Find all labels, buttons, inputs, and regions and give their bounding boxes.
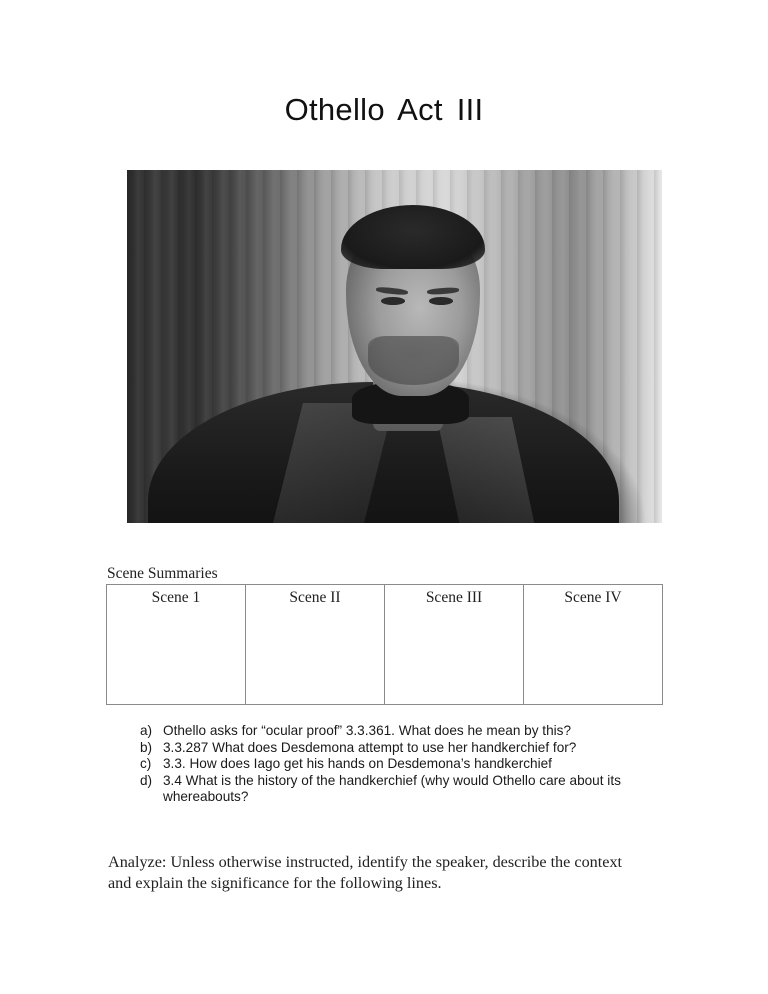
question-text: 3.3. How does Iago get his hands on Desdemona’s handkerchief: [163, 756, 552, 771]
question-marker: b): [140, 739, 153, 755]
scene-4-cell[interactable]: [524, 585, 663, 705]
scene-summaries-table: [106, 584, 663, 705]
portrait-photo: [127, 170, 662, 523]
photo-beard: [368, 336, 459, 385]
list-item: [140, 756, 660, 773]
scene-1-header: Scene 1: [151, 589, 201, 606]
scene-3-header: Scene III: [425, 589, 483, 606]
list-item: [140, 773, 660, 806]
question-marker: d): [140, 772, 153, 788]
question-marker: a): [140, 723, 153, 738]
question-text: Othello asks for “ocular proof” 3.3.361. What does he mean by this?: [163, 723, 572, 738]
scene-3-cell[interactable]: [385, 585, 524, 705]
table-row: [107, 585, 663, 705]
list-item: [140, 740, 660, 757]
scene-2-header: Scene II: [289, 589, 341, 606]
question-marker: c): [140, 756, 152, 771]
photo-eye-left: [381, 297, 405, 305]
page-title: Othello Act III: [284, 92, 484, 127]
list-item: [140, 723, 660, 740]
scene-4-header: Scene IV: [564, 589, 622, 606]
question-list: [140, 723, 660, 806]
scene-summaries-label: Scene Summaries: [107, 565, 218, 582]
scene-1-cell[interactable]: [107, 585, 246, 705]
question-text: 3.4 What is the history of the handkerchief (why would Othello care about its whereabouts?: [163, 772, 621, 804]
photo-eye-right: [429, 297, 453, 305]
question-text: 3.3.287 What does Desdemona attempt to use her handkerchief for?: [163, 739, 577, 755]
scene-2-cell[interactable]: [246, 585, 385, 705]
analyze-instructions: Analyze: Unless otherwise instructed, identify the speaker, describe the context and explain the significance for the following lines.: [108, 853, 623, 892]
